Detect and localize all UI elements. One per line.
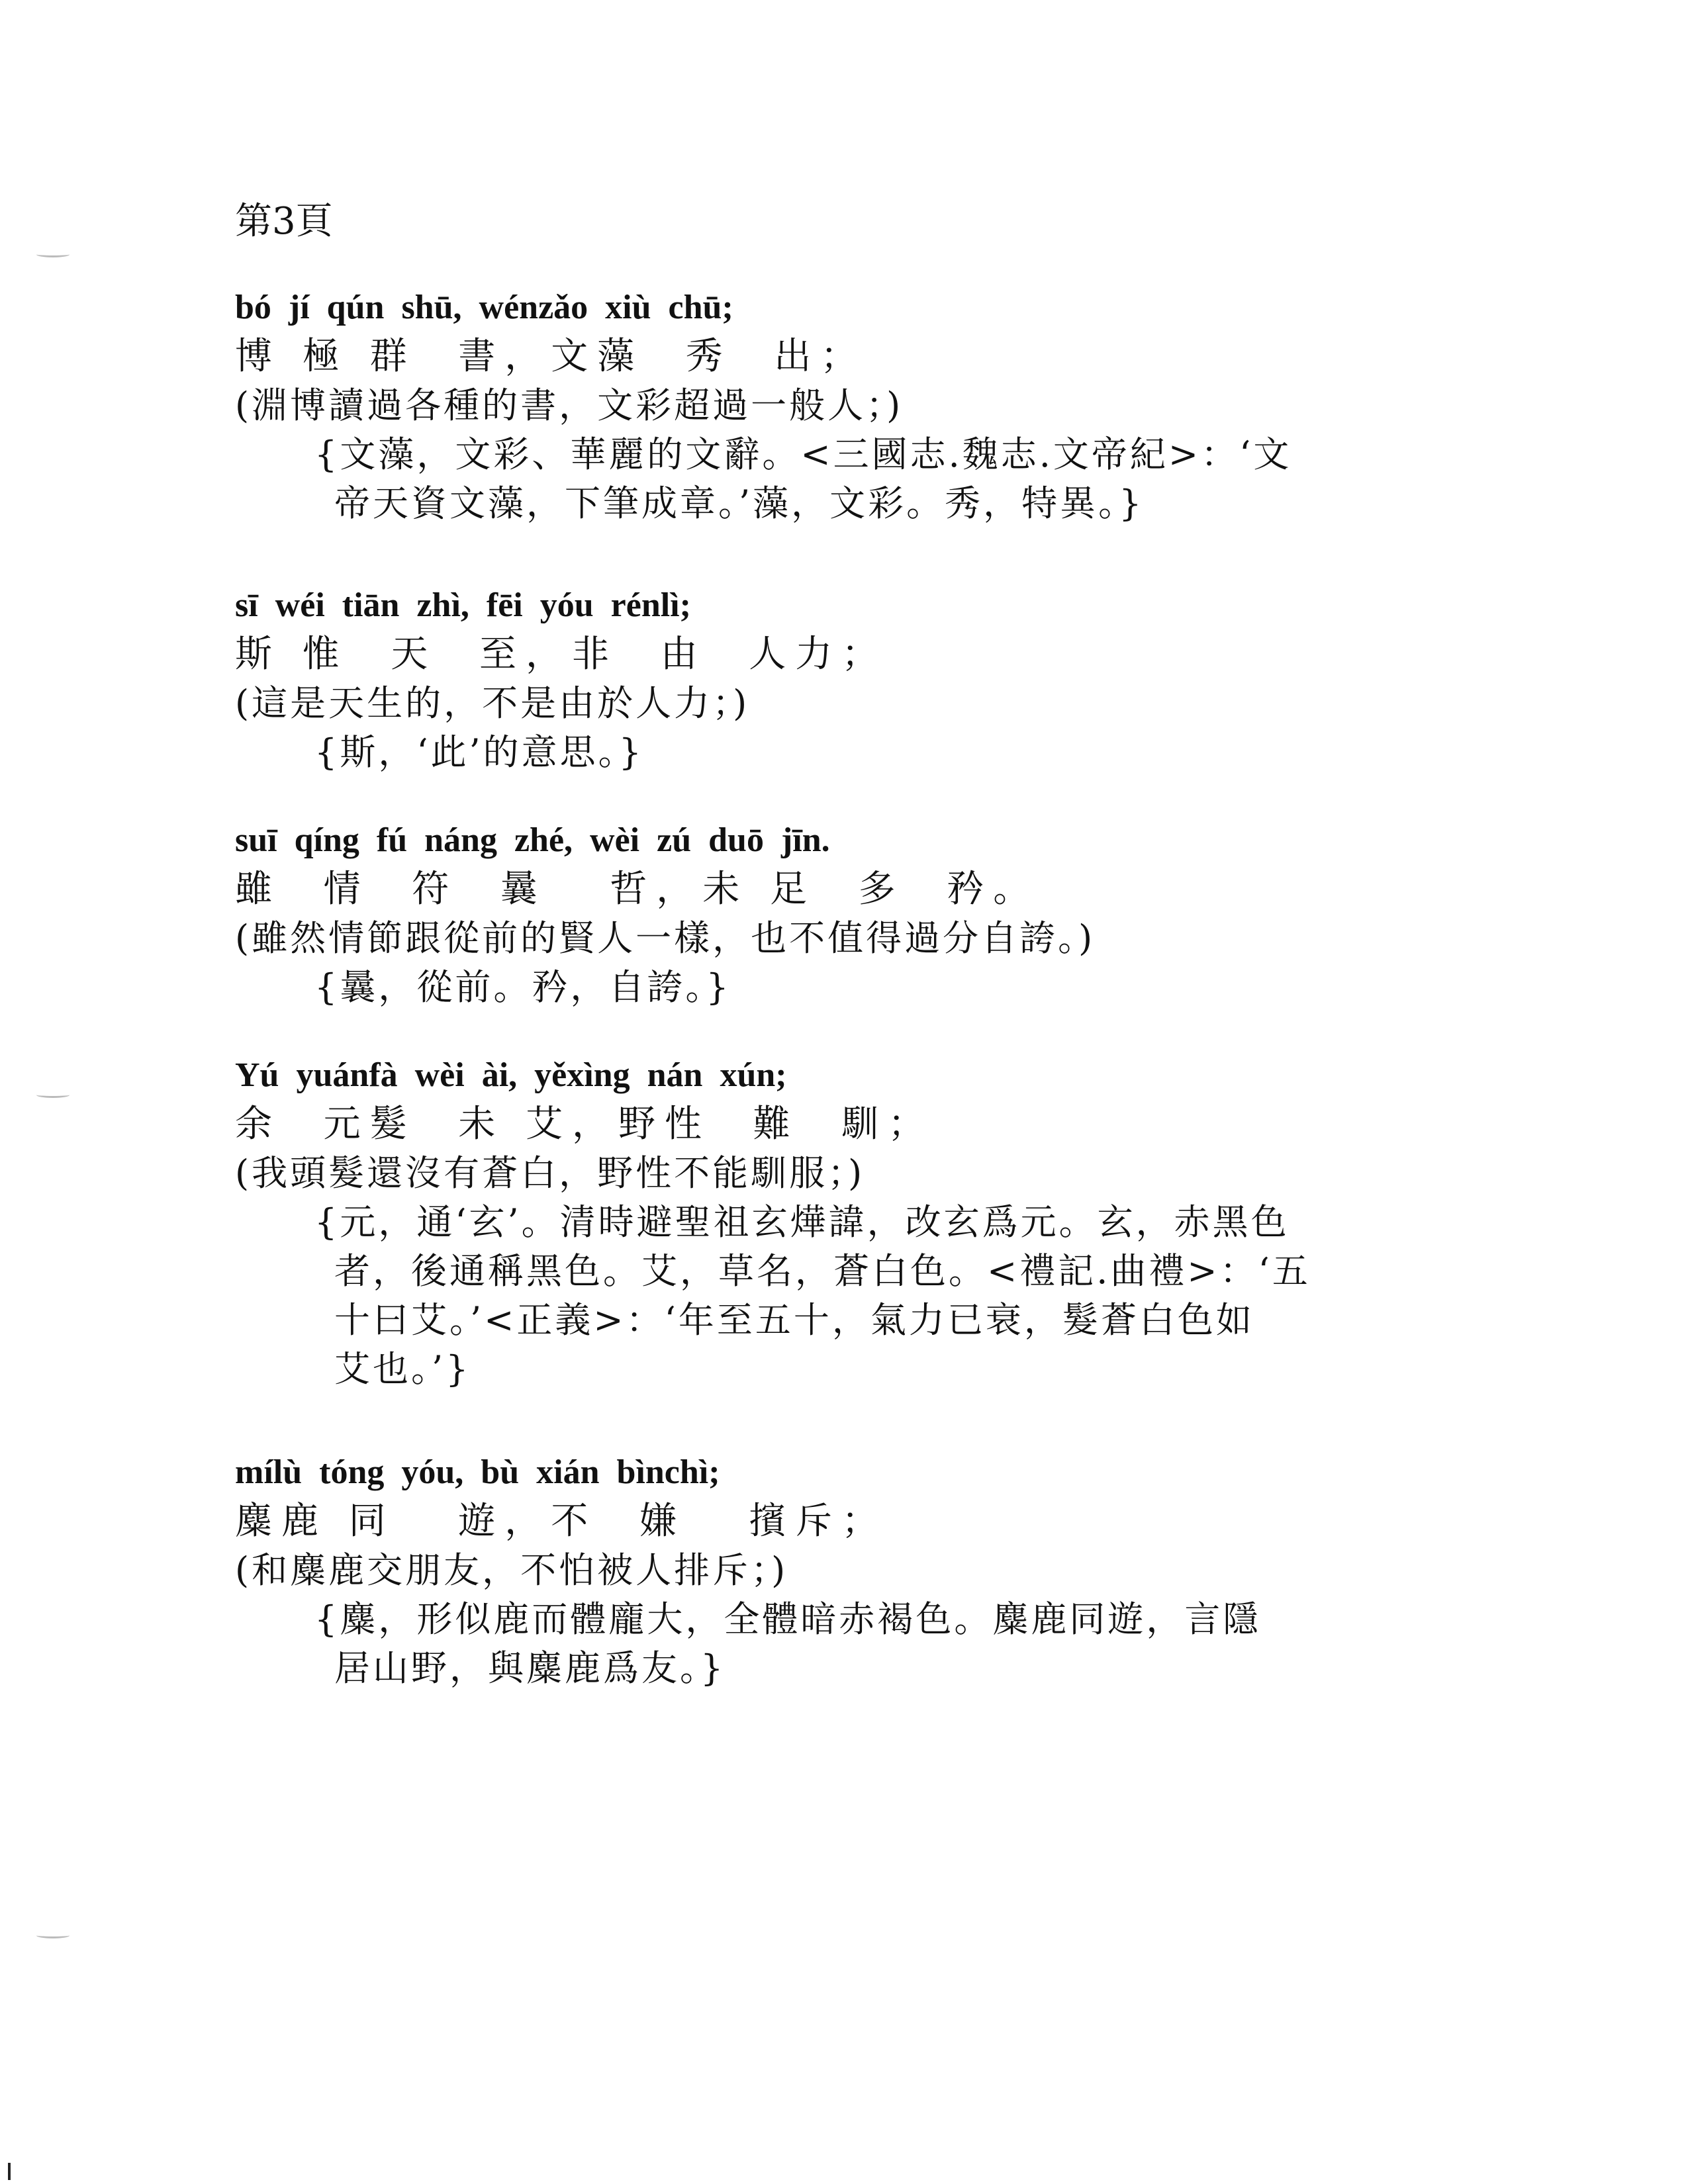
note-line: 居山野，與麋鹿爲友。}	[334, 1647, 726, 1689]
annotation-note	[314, 430, 1453, 528]
note-line: {文藻，文彩、華麗的文辭。<三國志.魏志.文帝紀>：‘文	[314, 433, 1292, 475]
corner-mark	[8, 2163, 11, 2180]
note-line: 帝天資文藻，下筆成章。’藻，文彩。秀，特異。}	[334, 482, 1145, 524]
hanzi-line: 雖 情 符 曩 哲，未 足 多 矜。	[235, 868, 1040, 911]
hanzi-line: 斯 惟 天 至，非 由 人力；	[235, 633, 888, 676]
annotation-note	[314, 963, 1453, 1012]
stanza-2	[235, 556, 1493, 777]
pinyin-line: Yú yuánfà wèi ài, yěxìng nán xún;	[235, 1056, 787, 1094]
pinyin-line: sī wéi tiān zhì, fēi yóu rénlì;	[235, 586, 691, 624]
pinyin-line: bó jí qún shū, wénzǎo xiù chū;	[235, 289, 733, 326]
annotation-note	[314, 1198, 1453, 1394]
note-line: 者，後通稱黑色。艾，草名，蒼白色。<禮記.曲禮>：‘五	[334, 1250, 1311, 1292]
hanzi-line: 余 元髮 未 艾，野性 難 馴；	[235, 1103, 935, 1146]
stanza-4	[235, 1026, 1493, 1394]
note-line: {元，通‘玄’。清時避聖祖玄燁諱，改玄爲元。玄，赤黑色	[314, 1201, 1289, 1243]
page-number: 第3頁	[235, 200, 333, 243]
note-line: 艾也。’}	[334, 1348, 471, 1390]
note-line: {曩，從前。矜，自誇。}	[314, 966, 731, 1008]
hanzi-line: 博 極 群 書，文藻 秀 出；	[235, 335, 867, 378]
stanza-5	[235, 1423, 1493, 1693]
hanzi-line: 麋鹿 同 遊，不 嫌 擯斥；	[235, 1500, 888, 1543]
note-line: {斯，‘此’的意思。}	[314, 731, 645, 773]
margin-mark	[36, 1933, 70, 1938]
margin-mark	[36, 251, 70, 257]
translation-line: (我頭髮還沒有蒼白，野性不能馴服；)	[235, 1152, 865, 1194]
translation-line: (淵博讀過各種的書，文彩超過一般人；)	[235, 385, 904, 426]
translation-line: (這是天生的，不是由於人力；)	[235, 682, 750, 724]
translation-line: (雖然情節跟從前的賢人一樣，也不值得過分自誇。)	[235, 917, 1096, 959]
pinyin-line: mílù tóng yóu, bù xián bìnchì;	[235, 1453, 720, 1491]
annotation-note	[314, 1595, 1453, 1693]
translation-line: (和麋鹿交朋友，不怕被人排斥；)	[235, 1549, 788, 1591]
margin-mark	[36, 1092, 70, 1098]
pinyin-line: suī qíng fú náng zhé, wèi zú duō jīn.	[235, 821, 830, 859]
annotation-note	[314, 728, 1453, 777]
stanza-3	[235, 791, 1493, 1012]
stanza-1	[235, 258, 1493, 528]
note-line: 十曰艾。’<正義>：‘年至五十，氣力已衰，髮蒼白色如	[334, 1299, 1254, 1341]
note-line: {麋，形似鹿而體龐大，全體暗赤褐色。麋鹿同遊，言隱	[314, 1598, 1262, 1640]
